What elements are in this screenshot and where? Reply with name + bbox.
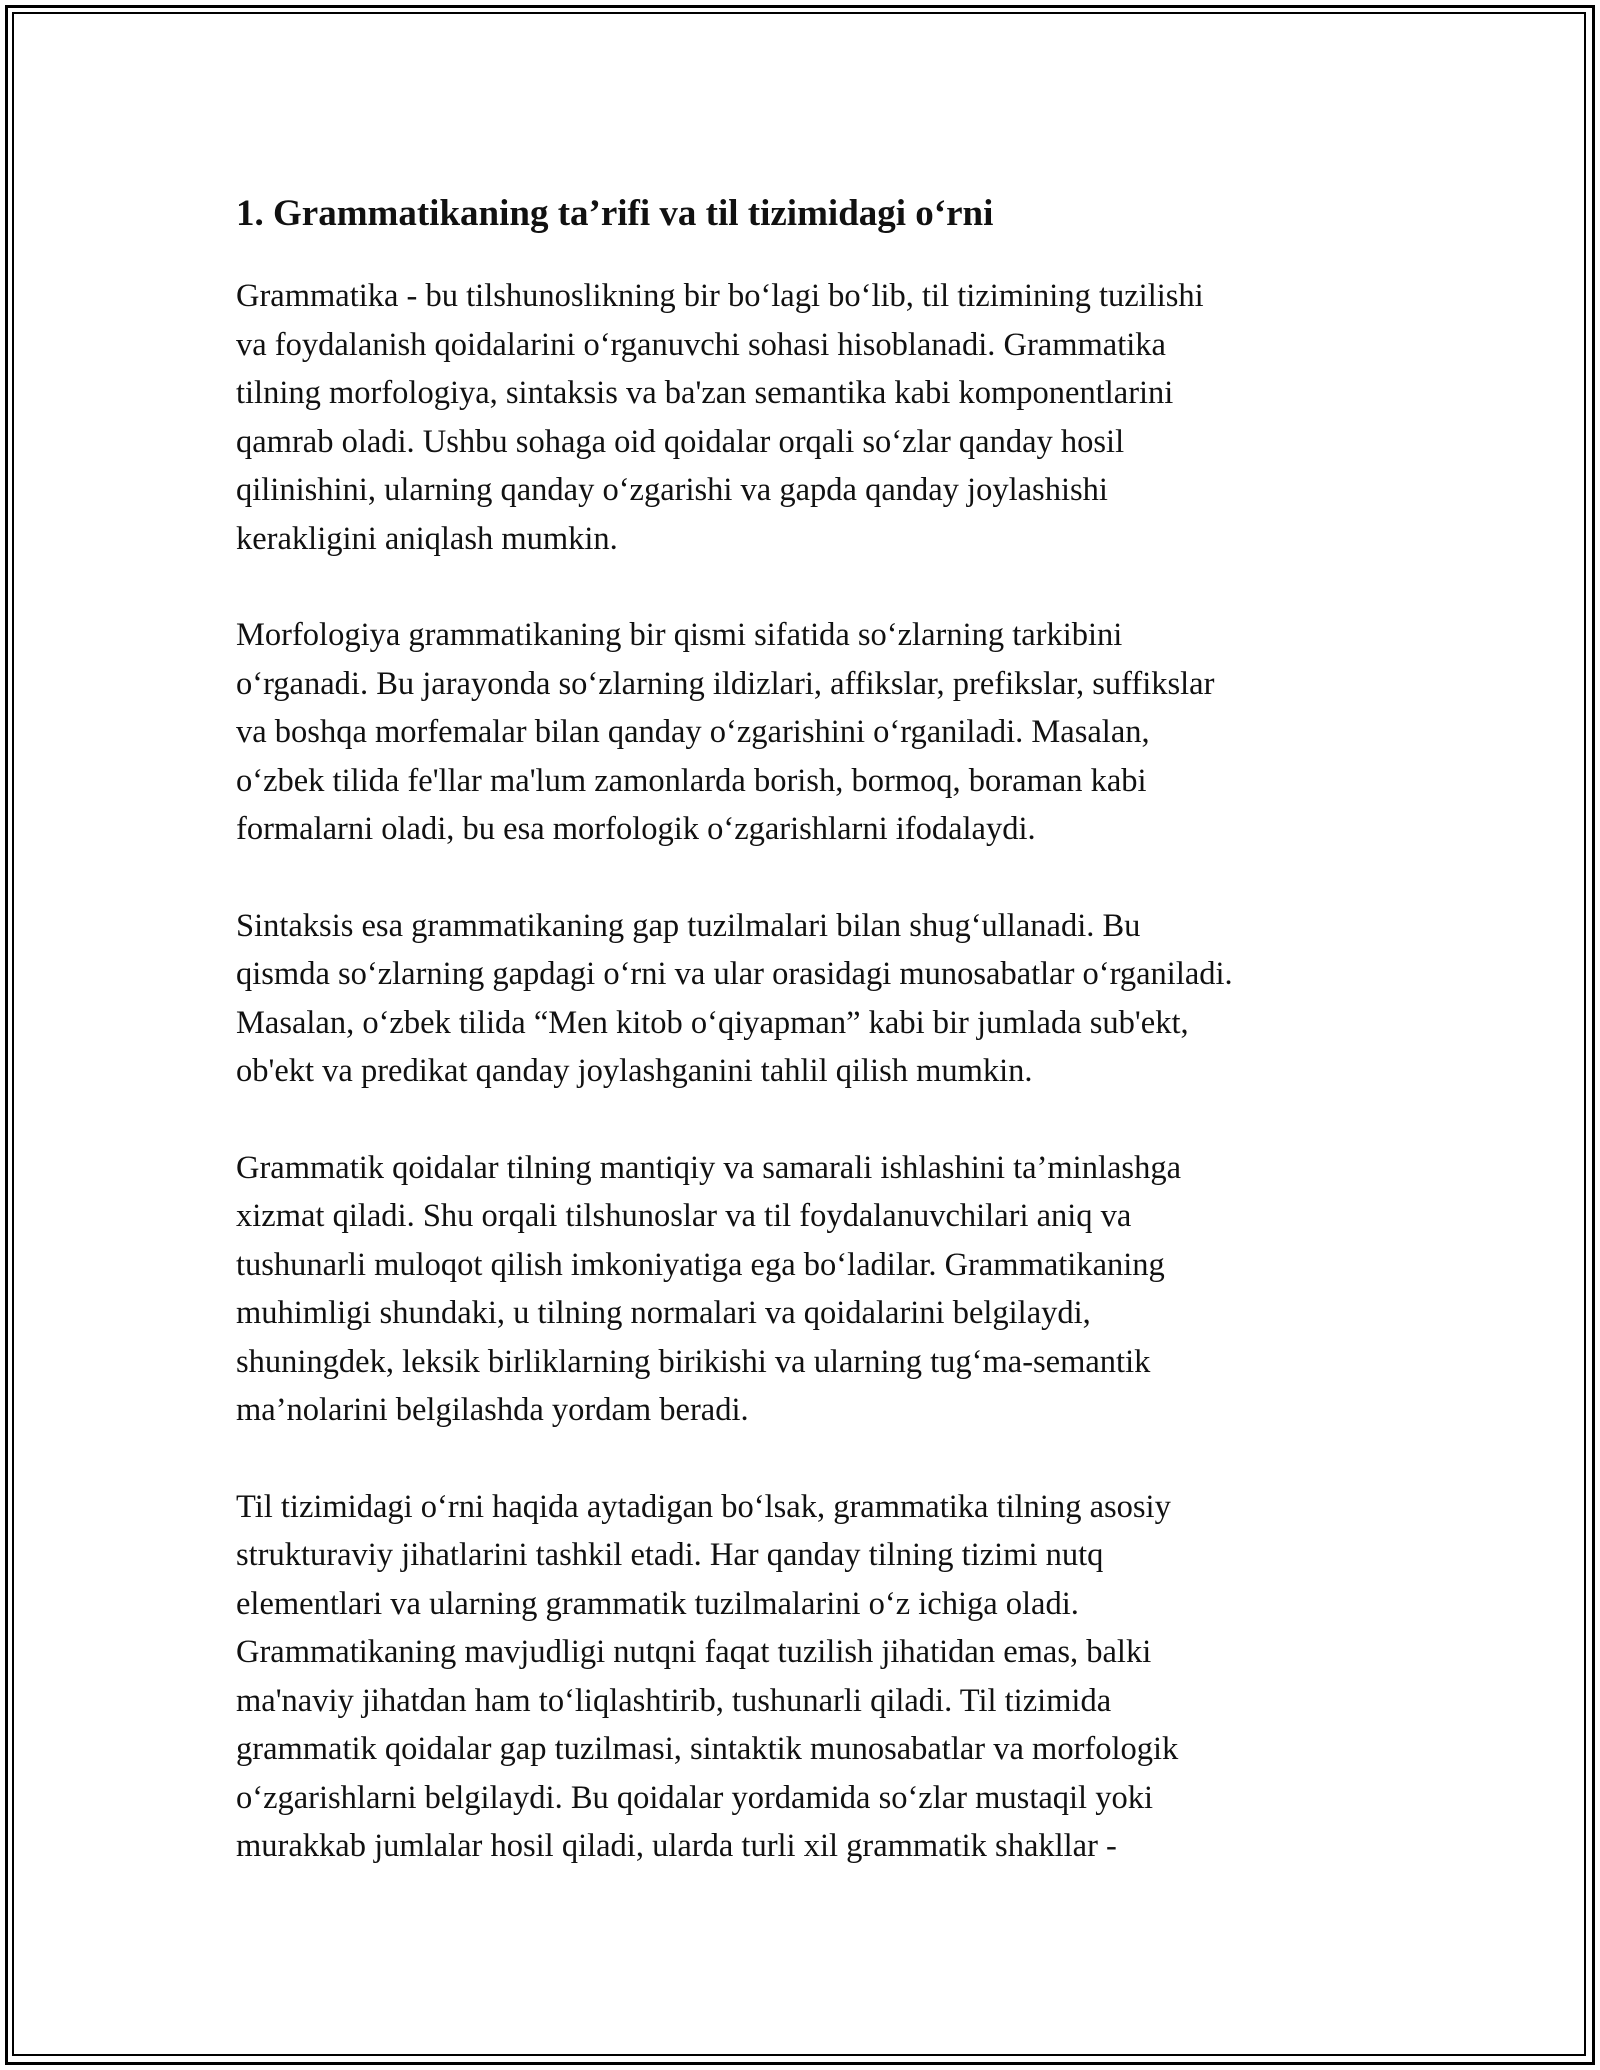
paragraph-language-system: Til tizimidagi o‘rni haqida aytadigan bo‘lsak, grammatika tilning asosiy strukturaviy jihatlarini tashkil etadi. Har qanday tilning tizimi nutq elementlari va ularning grammatik tuzilmalarini o‘z ichiga oladi. Grammatikaning mavjudligi nutqni faqat tuzilish jihatidan emas, balki ma'naviy jihatdan ham to‘liqlashtirib, tushunarli qiladi. Til tizimida grammatik qoidalar gap tuzilmasi, sintaktik munosabatlar va morfologik o‘zgarishlarni belgilaydi. Bu qoidalar yordamida so‘zlar mustaqil yoki murakkab jumlalar hosil qiladi, ularda turli xil grammatik shakllar - (236, 1488, 1179, 1864)
paragraph-syntax: Sintaksis esa grammatikaning gap tuzilmalari bilan shug‘ullanadi. Bu qismda so‘zlarning gapdagi o‘rni va ular orasidagi munosabatlar o‘rganiladi. Masalan, o‘zbek tilida “Men kitob o‘qiyapman” kabi bir jumlada sub'ekt, ob'ekt va predikat qanday joylashganini tahlil qilish mumkin. (236, 907, 1233, 1089)
paragraph-grammar-definition: Grammatika - bu tilshunoslikning bir bo‘lagi bo‘lib, til tizimining tuzilishi va foydalanish qoidalarini o‘rganuvchi sohasi hisoblanadi. Grammatika tilning morfologiya, sintaksis va ba'zan semantika kabi komponentlarini qamrab oladi. Ushbu sohaga oid qoidalar orqali so‘zlar qanday hosil qilinishini, ularning qanday o‘zgarishi va gapda qanday joylashishi kerakligini aniqlash mumkin. (236, 278, 1204, 557)
page-title: 1. Grammatikaning ta’rifi va til tizimidagi o‘rni (236, 193, 994, 234)
paragraph-morphology: Morfologiya grammatikaning bir qismi sifatida so‘zlarning tarkibini o‘rganadi. Bu jarayonda so‘zlarning ildizlari, affikslar, prefikslar, suffikslar va boshqa morfemalar bilan qanday o‘zgarishini o‘rganiladi. Masalan, o‘zbek tilida fe'llar ma'lum zamonlarda borish, bormoq, boraman kabi formalarni oladi, bu esa morfologik o‘zgarishlarni ifodalaydi. (236, 617, 1215, 847)
document-body (236, 184, 1376, 1871)
paragraph-grammar-rules: Grammatik qoidalar tilning mantiqiy va samarali ishlashini ta’minlashga xizmat qiladi. Shu orqali tilshunoslar va til foydalanuvchilari aniq va tushunarli muloqot qilish imkoniyatiga ega bo‘ladilar. Grammatikaning muhimligi shundaki, u tilning normalari va qoidalarini belgilaydi, shuningdek, leksik birliklarning birikishi va ularning tug‘ma-semantik ma’nolarini belgilashda yordam beradi. (236, 1149, 1181, 1428)
